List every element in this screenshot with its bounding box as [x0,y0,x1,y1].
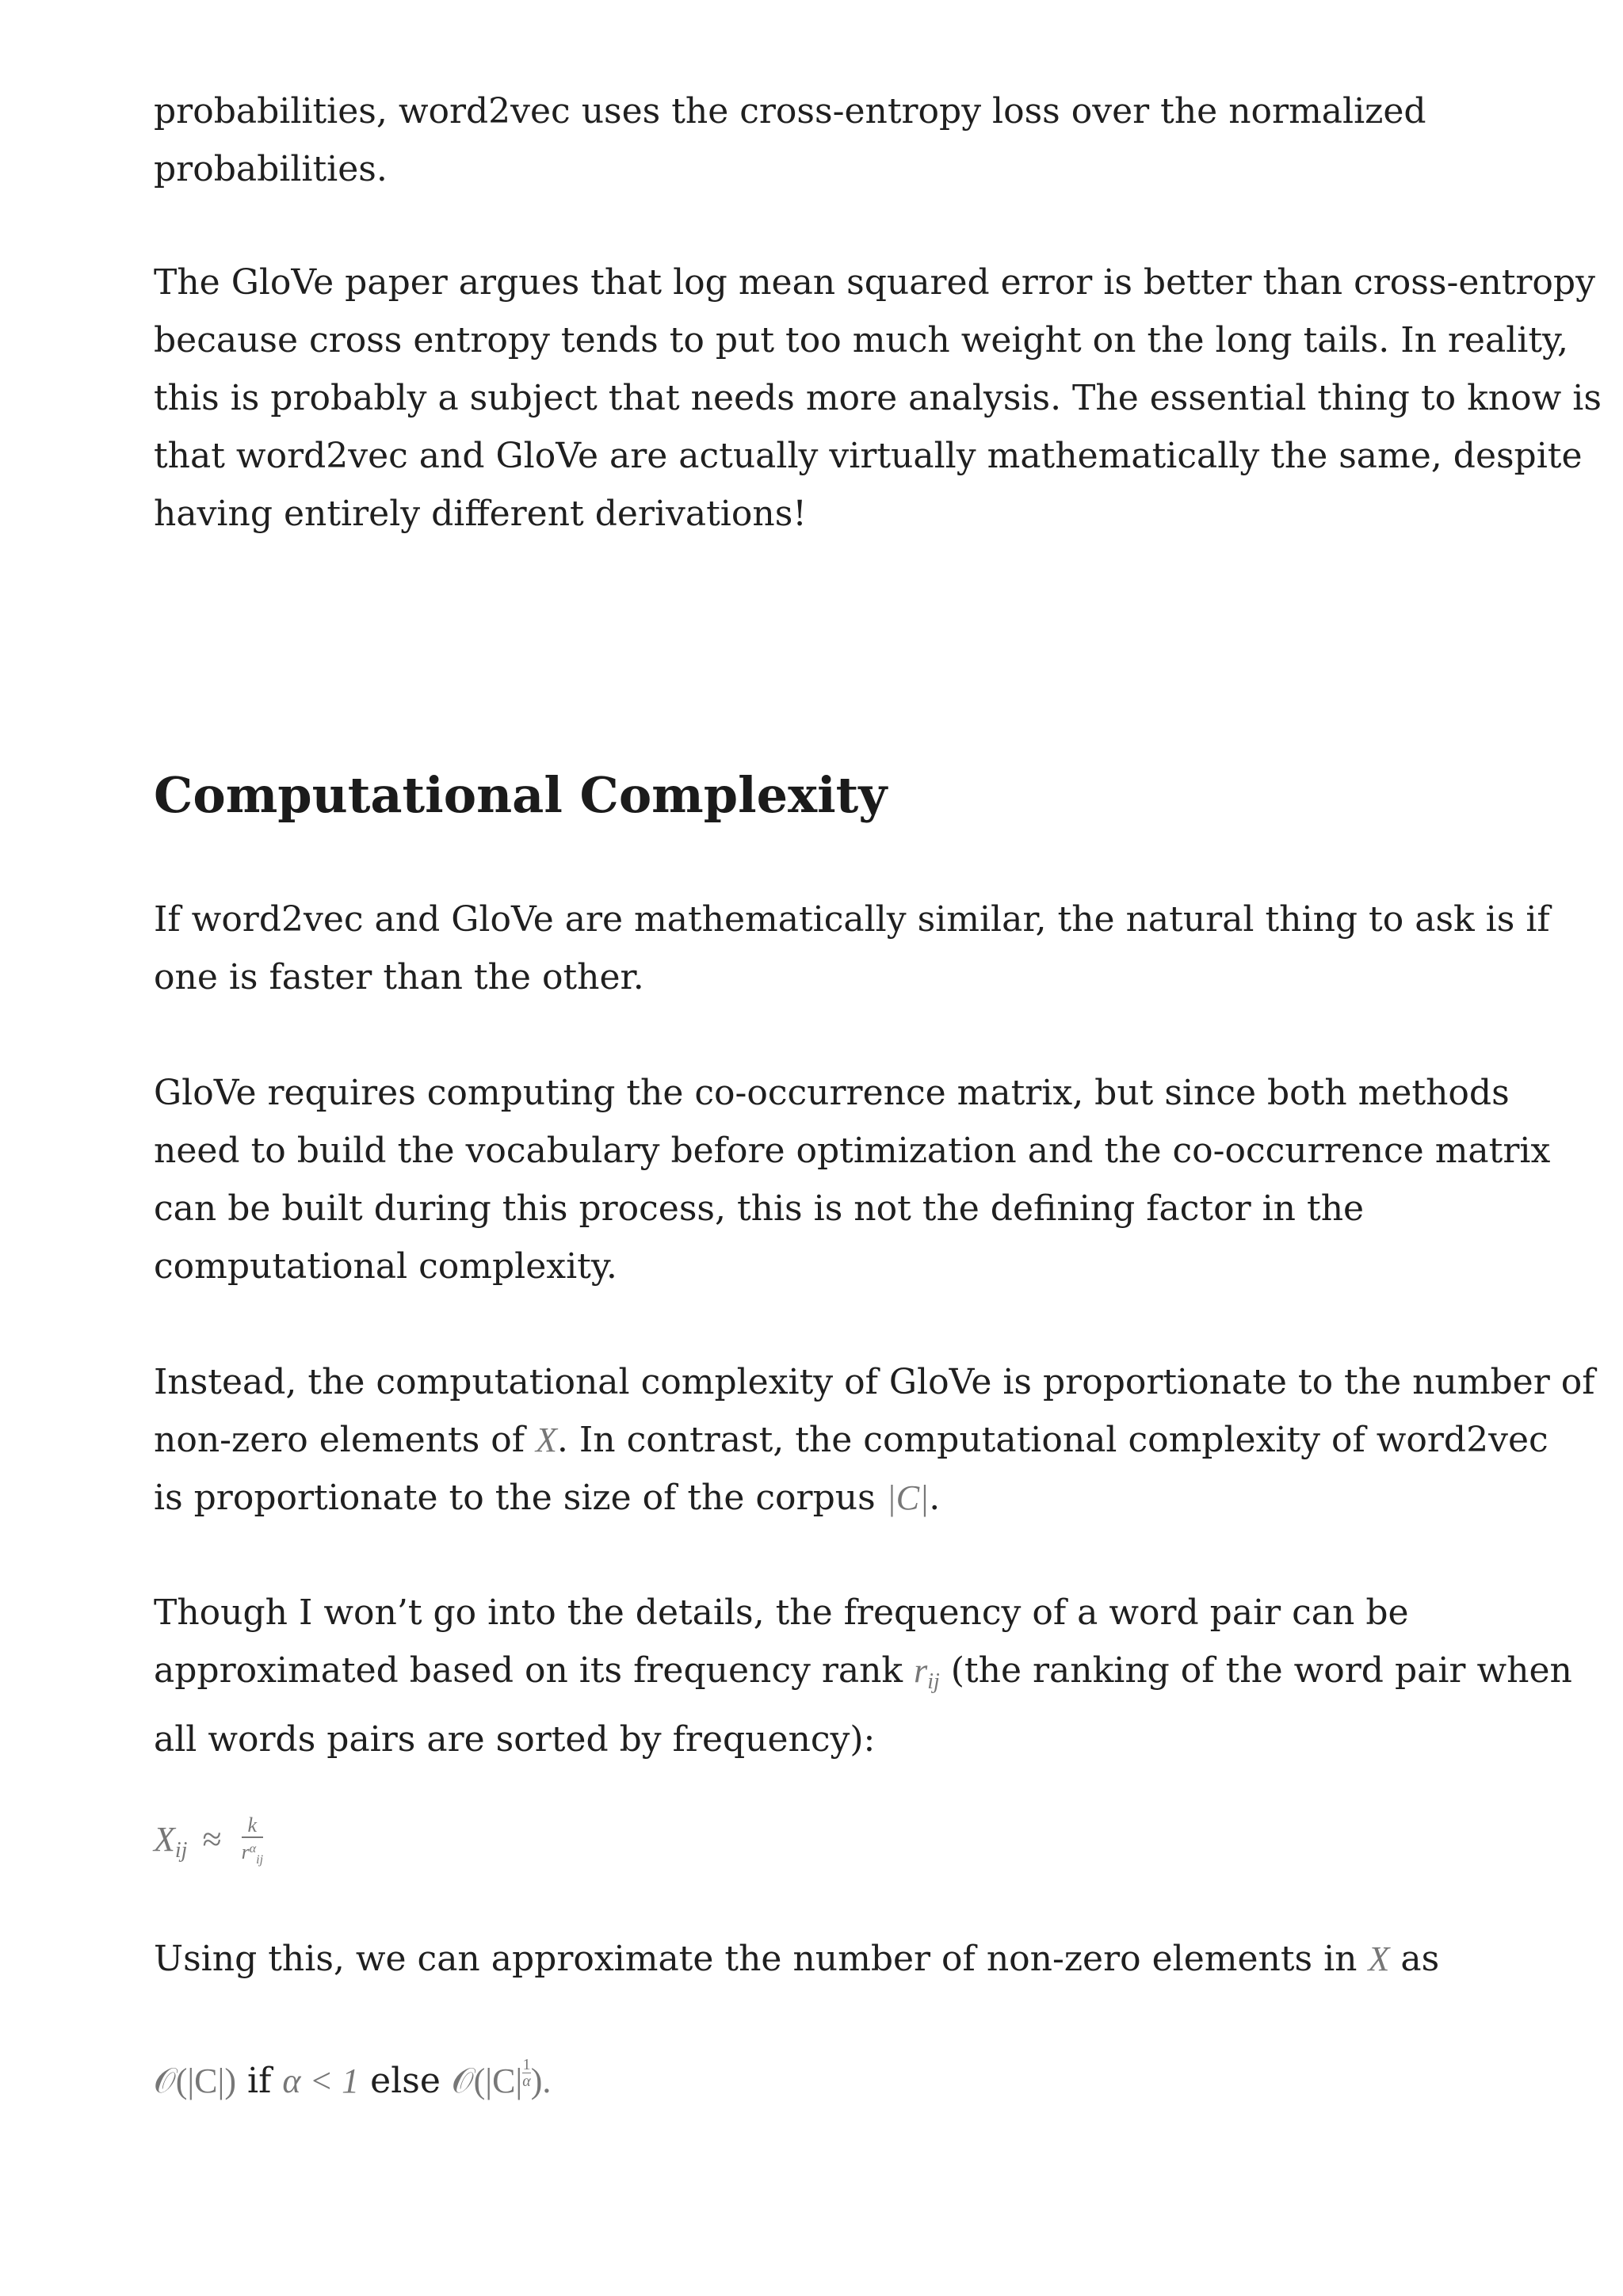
text-segment: as [1389,1939,1440,1979]
text-line [154,1642,1572,1711]
paragraph-faster-question [154,891,1550,1006]
text-line: that word2vec and GloVe are actually virtually mathematically the same, despite [154,436,1583,476]
text-segment: . In contrast, the computational complexity of word2vec [556,1420,1549,1460]
text-line: computational complexity. [154,1246,617,1287]
text-segment: Using this, we can approximate the number of non-zero elements in [154,1939,1369,1979]
text-segment: . [929,1478,941,1518]
text-line: having entirely different derivations! [154,494,807,534]
formula-den-sup: α [249,1842,257,1855]
text-line: one is faster than the other. [154,957,644,997]
paragraph-word2vec-loss [154,82,1501,198]
text-line: because cross entropy tends to put too much weight on the long tails. In reality, [154,320,1569,360]
complexity-result [154,2052,551,2110]
math-complexity-b [451,2056,552,2100]
formula-den-r: r [241,1840,250,1863]
formula-den-sub: ij [256,1853,264,1867]
text-else: else [370,2061,441,2101]
text-line: this is probably a subject that needs more analysis. The essential thing to know is [154,378,1602,418]
math-x: X [536,1421,557,1459]
text-line: The GloVe paper argues that log mean squared error is better than cross-entropy [154,262,1595,303]
text-line [154,1930,1501,1988]
math-x: X [1368,1939,1390,1978]
paragraph-complexity-proportion [154,1353,1595,1527]
math-corpus-size: |C| [886,1478,930,1517]
formula-fraction [242,1814,263,1871]
formula-denominator [242,1838,263,1871]
math-r: r [914,1651,928,1690]
math-condition: α < 1 [282,2061,360,2100]
text-line: probabilities, word2vec uses the cross-entropy loss over the normalized [154,91,1426,132]
text-line: Though I won’t go into the details, the frequency of a word pair can be [154,1592,1409,1633]
section-heading: Computational Complexity [154,766,888,824]
math-exp-num: 1 [522,2056,531,2073]
paragraph-cooccurrence [154,1064,1551,1295]
frequency-formula [154,1814,263,1871]
math-b-end: ). [530,2061,552,2100]
math-exponent-fraction [522,2057,531,2089]
math-sub: ij [927,1669,940,1694]
text-line: need to build the vocabulary before optimization and the co-occurrence matrix [154,1131,1551,1171]
text-segment: (the ranking of the word pair when [939,1650,1572,1691]
text-segment: non-zero elements of [154,1420,537,1460]
math-complexity-a: 𝒪(|C|) [154,2061,236,2100]
text-line: If word2vec and GloVe are mathematically similar, the natural thing to ask is if [154,899,1550,940]
formula-approx: ≈ [202,1820,222,1859]
text-line: probabilities. [154,149,388,189]
text-line [154,1469,1501,1527]
text-line: all words pairs are sorted by frequency): [154,1719,876,1760]
paragraph-frequency-rank [154,1584,1572,1768]
text-line: can be built during this process, this is not the defining factor in the [154,1188,1365,1229]
text-if: if [247,2061,272,2101]
text-line [154,1411,1549,1469]
text-line: Instead, the computational complexity of GloVe is proportionate to the number of [154,1362,1595,1402]
formula-lhs: X [154,1820,175,1859]
formula-lhs-sub: ij [174,1838,188,1863]
math-b-start: 𝒪(|C| [451,2061,523,2100]
text-segment: is proportionate to the size of the corpus [154,1478,887,1518]
text-segment: approximated based on its frequency rank [154,1650,915,1691]
paragraph-nonzero-approx [154,1930,1501,1988]
paragraph-glove-argument [154,254,1602,543]
text-line: GloVe requires computing the co-occurrence matrix, but since both methods [154,1073,1510,1113]
math-rank [914,1651,940,1694]
math-exp-den: α [522,2073,531,2090]
formula-numerator: k [242,1814,263,1838]
